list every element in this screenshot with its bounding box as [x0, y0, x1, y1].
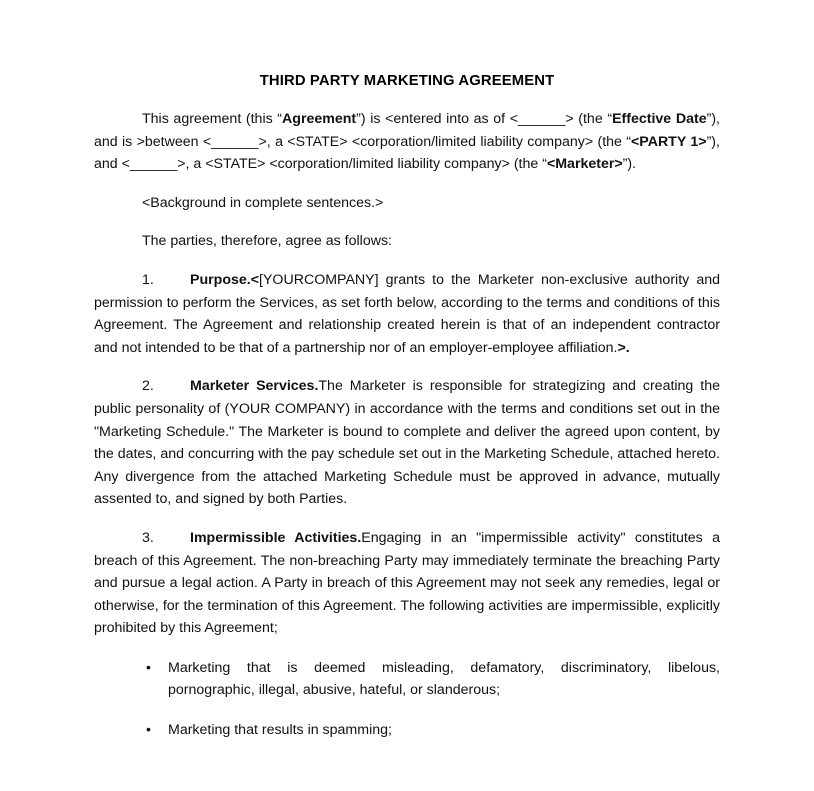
section-2-heading: Marketer Services. — [190, 378, 319, 395]
list-item-text: Marketing that results in spamming; — [168, 722, 392, 739]
background-placeholder: <Background in complete sentences.> — [142, 194, 384, 211]
lead-in-paragraph: The parties, therefore, agree as follows: — [142, 233, 392, 250]
preamble-segment-3: ”), and is >between <______>, a <STATE> <corporation/limited liability company> (the “ — [94, 111, 720, 150]
preamble-paragraph — [94, 92, 720, 176]
section-2-number: 2. — [142, 378, 154, 395]
section-3-heading: Impermissible Activities. — [190, 529, 362, 546]
preamble-bold-effective-date: Effective Date — [612, 111, 707, 127]
preamble-segment-1: This agreement (this “ — [142, 111, 283, 127]
preamble-segment-2: ”) is <entered into as of <______> (the “ — [356, 111, 613, 127]
section-1-body: [YOURCOMPANY] grants to the Marketer non-exclusive authority and permission to perform the Services, as set forth below, according to the terms and conditions of this Agreement. The Agreement and relationship created herein is that of an independent contractor and not intended to be that of a partnership nor of an employer-employee affiliation. — [94, 271, 720, 356]
preamble-bold-marketer: <Marketer> — [546, 156, 623, 173]
section-1-number: 1. — [142, 271, 154, 288]
section-2-body: The Marketer is responsible for strategizing and creating the public personality of (YOUR COMPANY) in accordance with the terms and conditions set out in the "Marketing Schedule." The Marketer is bound to complete and deliver the agreed upon content, by the dates, and concurring with the pay schedule set out in the Marketing Schedule, attached hereto. Any divergence from the attached Marketing Schedule must be approved in advance, mutually assented to, and signed by both Parties. — [94, 378, 720, 508]
preamble-bold-party-1: <PARTY 1> — [631, 133, 707, 150]
section-3-number: 3. — [142, 529, 154, 546]
section-3-body: Engaging in an "impermissible activity" constitutes a breach of this Agreement. The non-breaching Party may immediately terminate the breaching Party and pursue a legal action. A Party in breach of this Agreement may not seek any remedies, legal or otherwise, for the termination of this Agreement. The following activities are impermissible, explicitly prohibited by this Agreement; — [94, 529, 720, 637]
section-1-bold-open: < — [250, 271, 260, 288]
preamble-segment-4: ”), and <______>, a <STATE> <corporation/limited liability company> (the “ — [94, 133, 720, 173]
section-1-bold-close: >. — [617, 339, 630, 356]
preamble-bold-agreement: Agreement — [282, 111, 357, 127]
section-3 — [94, 511, 720, 640]
page-title: THIRD PARTY MARKETING AGREEMENT — [259, 73, 555, 89]
bullet-icon: • — [146, 659, 151, 676]
list-item — [94, 702, 720, 742]
list-item-text: Marketing that is deemed misleading, defamatory, discriminatory, libelous, pornographic, illegal, abusive, hateful, or slanderous; — [168, 659, 720, 699]
list-item — [94, 640, 720, 702]
impermissible-activities-list — [94, 640, 720, 742]
document-body — [94, 0, 720, 742]
section-1 — [94, 253, 720, 359]
section-2 — [94, 359, 720, 511]
bullet-icon: • — [146, 722, 151, 739]
preamble-segment-5: ”). — [622, 156, 637, 173]
section-1-heading: Purpose. — [190, 271, 251, 288]
